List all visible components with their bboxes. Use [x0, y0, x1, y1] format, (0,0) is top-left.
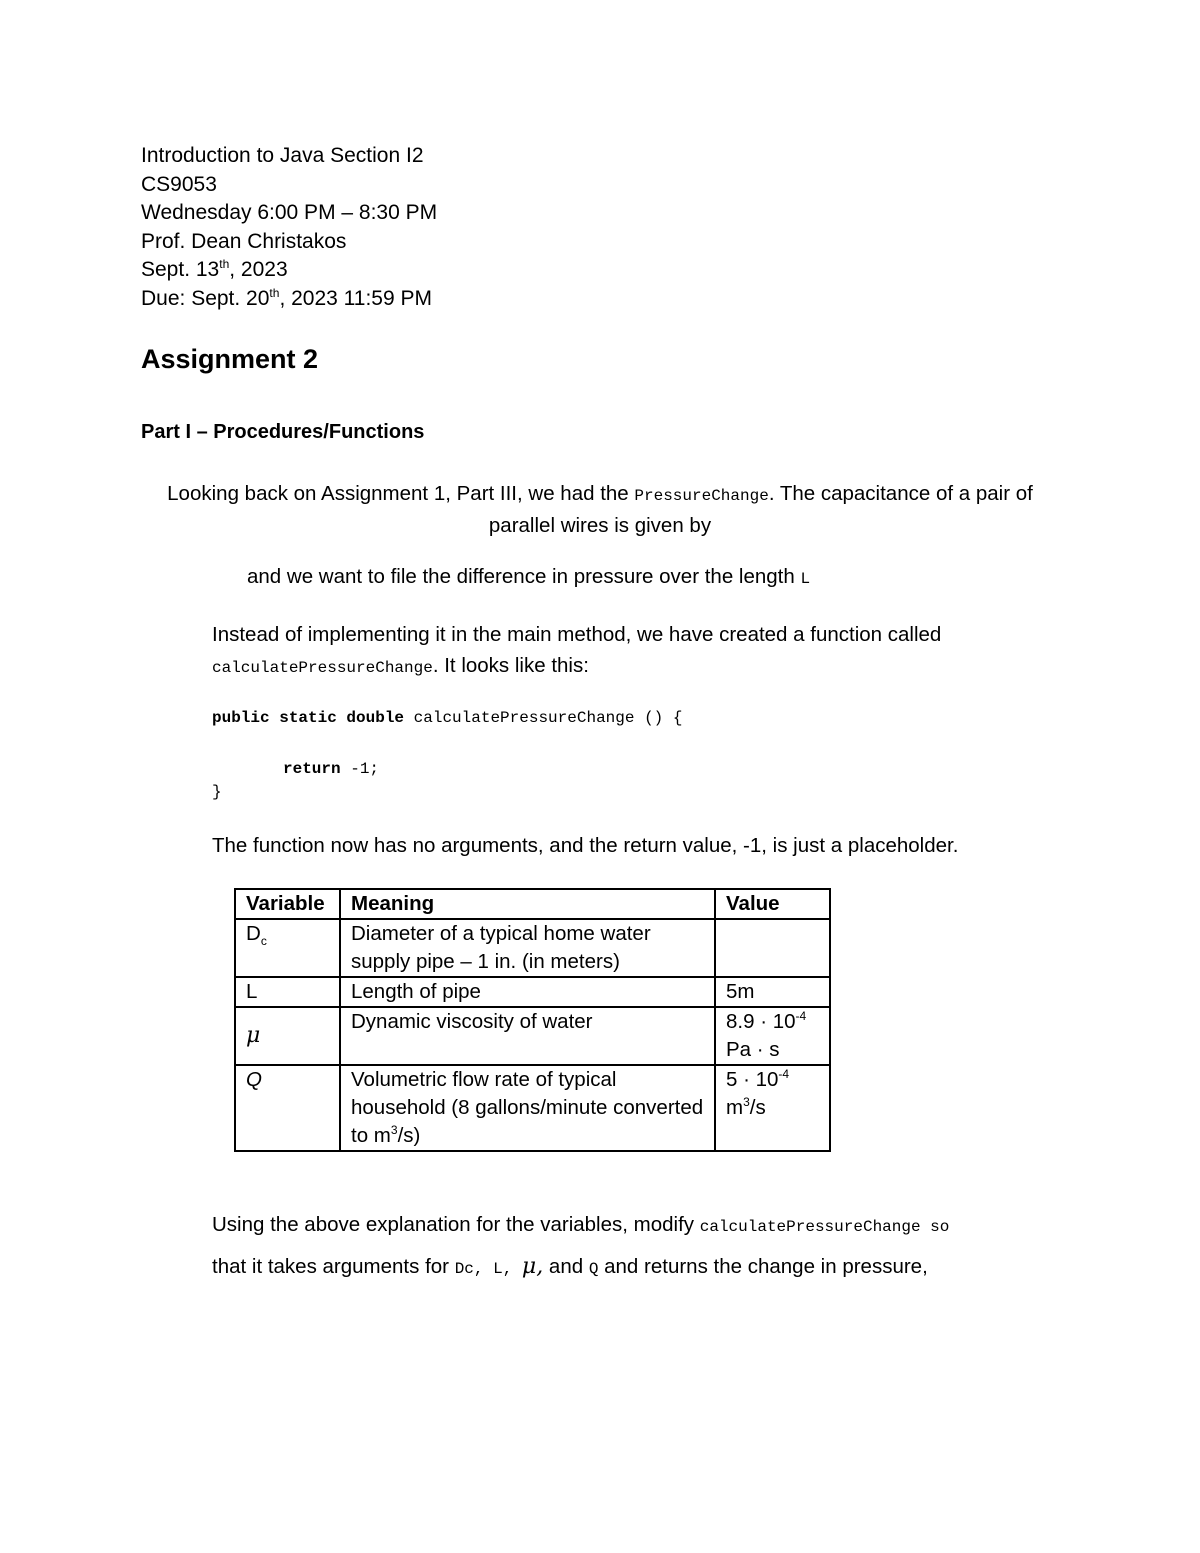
cell-variable: L: [235, 977, 340, 1007]
part-heading: Part I – Procedures/Functions: [141, 421, 425, 443]
code-signature: public static double calculatePressureChange () {: [212, 709, 683, 727]
cell-meaning: Volumetric flow rate of typical household (8 gallons/minute converted to $m^3/s$): [340, 1065, 715, 1151]
course-header: [141, 142, 437, 314]
cell-meaning: Length of pipe: [340, 977, 715, 1007]
header-meaning: Meaning: [340, 889, 715, 919]
assignment-date: Sept. 13th, 2023: [141, 257, 288, 282]
function-intro-line1: Instead of implementing it in the main method, we have created a function called: [212, 623, 942, 646]
header-variable: Variable: [235, 889, 340, 919]
difference-line: and we want to file the difference in pressure over the length L: [247, 565, 811, 588]
table-row: [235, 1065, 830, 1151]
cell-value: 5m: [715, 977, 830, 1007]
cell-value: $5 \cdot 10^{-4}$ $m^3/s$: [715, 1065, 830, 1151]
code-return: return -1;: [283, 760, 380, 778]
course-code: CS9053: [141, 172, 217, 196]
course-schedule: Wednesday 6:00 PM – 8:30 PM: [141, 201, 438, 225]
assignment-title: Assignment 2: [141, 344, 319, 374]
closing-line1: Using the above explanation for the variables, modify calculatePressureChange so: [212, 1213, 950, 1236]
code-close-brace: }: [212, 783, 222, 801]
cell-meaning: Diameter of a typical home water supply pipe – 1 in. (in meters): [340, 919, 715, 977]
cell-meaning: Dynamic viscosity of water: [340, 1007, 715, 1065]
course-name: Introduction to Java Section I2: [141, 144, 424, 167]
table-header-row: [235, 889, 830, 919]
table-row: [235, 919, 830, 977]
professor-name: Prof. Dean Christakos: [141, 229, 347, 253]
table-row: [235, 977, 830, 1007]
placeholder-note: The function now has no arguments, and the return value, -1, is just a placeholder.: [212, 834, 959, 857]
intro-paragraph: Looking back on Assignment 1, Part III, we had the PressureChange. The capacitance of a pair of parallel wires is given by: [167, 482, 1033, 537]
closing-line2: that it takes arguments for Dc, L, μ, and Q and returns the change in pressure,: [212, 1254, 928, 1279]
table-row: [235, 1007, 830, 1065]
function-intro-line2: calculatePressureChange. It looks like this:: [212, 654, 589, 677]
due-date: Due: Sept. 20th, 2023 11:59 PM: [141, 285, 432, 310]
cell-value: [715, 919, 830, 977]
cell-variable: $D_c$: [235, 919, 340, 977]
cell-value: $8.9 \cdot 10^{-4}$ Pa · s: [715, 1007, 830, 1065]
header-value: Value: [715, 889, 830, 919]
cell-variable: μ: [235, 1007, 340, 1065]
variables-table: [234, 888, 831, 1152]
cell-variable: Q: [235, 1065, 340, 1151]
